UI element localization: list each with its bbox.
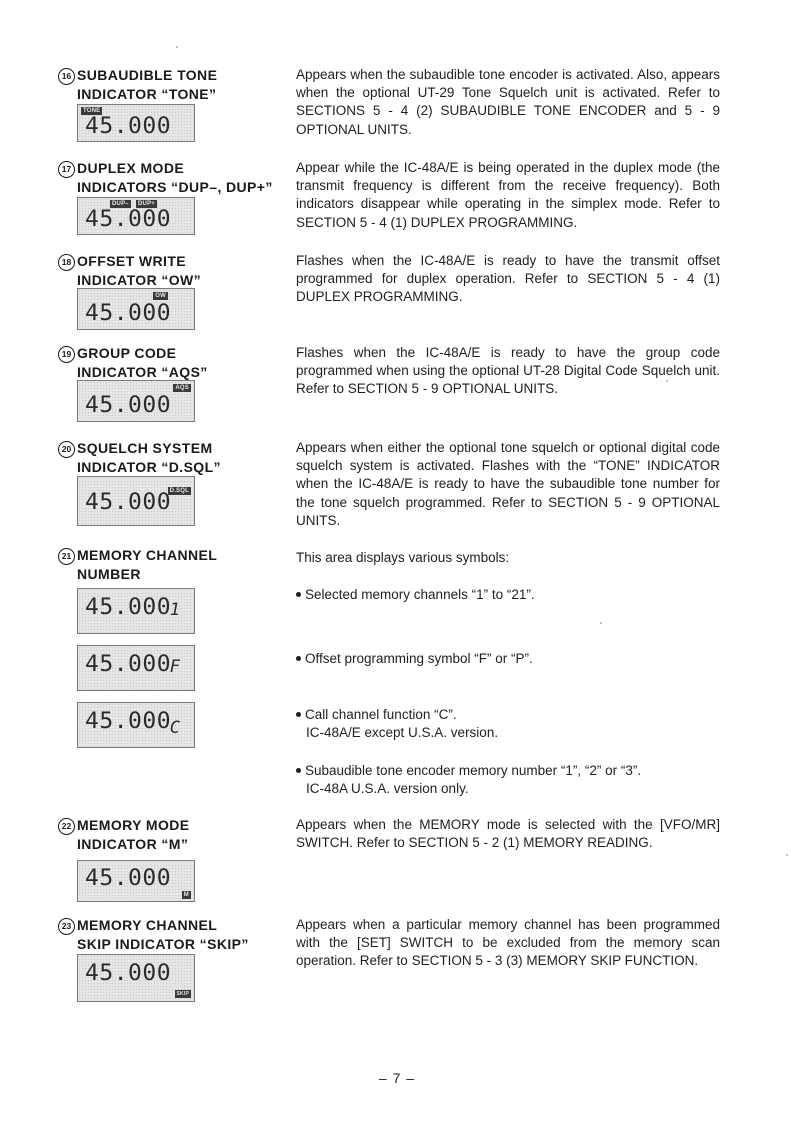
heading-squelch-system — [58, 439, 288, 477]
lcd-frequency: 45.000 — [85, 709, 172, 734]
dsql-indicator: D.SQL — [169, 488, 189, 494]
bullet-text: Offset programming symbol “F” or “P”. — [305, 651, 533, 666]
lcd-frequency: 45.000 — [85, 595, 172, 620]
heading-memory-channel-number — [58, 546, 288, 584]
aqs-indicator: AQS — [175, 385, 189, 391]
heading-line: SQUELCH SYSTEM — [77, 440, 213, 456]
bullet-icon — [296, 656, 301, 661]
item-number: 17 — [58, 161, 75, 178]
heading-line: MEMORY CHANNEL — [77, 547, 218, 563]
item-number: 19 — [58, 346, 75, 363]
description-memory-skip: Appears when a particular memory channel has been programmed with the [SET] SWITCH to be excluded from the memory scan operation. Refer to SECTION 5 - 3 (3) MEMORY SKIP FUNCTION. — [296, 917, 720, 969]
item-number: 23 — [58, 918, 75, 935]
bullet-subtext: IC-48A/E except U.S.A. version. — [306, 725, 499, 741]
heading-line: INDICATOR “D.SQL” — [77, 459, 221, 475]
heading-line: INDICATOR “TONE” — [77, 86, 217, 102]
description-duplex-mode: Appear while the IC-48A/E is being operated in the duplex mode (the transmit frequency is different from the receive frequency). Both indicators disappear while operating in the simplex mode. Refer to SECTION 5 - 4 (1) DUPLEX PROGRAMMING. — [296, 160, 720, 230]
memory-channel-intro: This area displays various symbols: — [296, 550, 510, 565]
bullet-call-channel — [296, 706, 720, 742]
bullet-tone-memory — [296, 762, 720, 798]
description-subaudible-tone: Appears when the subaudible tone encoder is activated. Also, appears when the optional UT-29 Tone Squelch unit is activated. Refer to SECTIONS 5 - 4 (2) SUBAUDIBLE TONE ENCODER and 5 - 9 OPTIONAL UNITS. — [296, 67, 720, 137]
description-group-code: Flashes when the IC-48A/E is ready to have the group code programmed when using the optional UT-28 Digital Code Squelch unit. Refer to SECTION 5 - 9 OPTIONAL UNITS. — [296, 345, 720, 397]
bullet-text: Subaudible tone encoder memory number “1”, “2” or “3”. — [305, 763, 642, 778]
lcd-frequency: 45.000 — [85, 393, 172, 418]
lcd-display-memory-mode — [77, 860, 195, 902]
heading-line: SKIP INDICATOR “SKIP” — [77, 936, 249, 952]
item-number: 20 — [58, 441, 75, 458]
lcd-display-duplex — [77, 197, 195, 235]
item-number: 16 — [58, 68, 75, 85]
item-number: 18 — [58, 254, 75, 271]
lcd-display-aqs — [77, 380, 195, 422]
lcd-frequency: 45.000 — [85, 301, 172, 326]
bullet-text: Call channel function “C”. — [305, 707, 457, 722]
heading-line: INDICATORS “DUP–, DUP+” — [77, 179, 273, 195]
heading-line: GROUP CODE — [77, 345, 177, 361]
heading-group-code — [58, 344, 288, 382]
bullet-icon — [296, 712, 301, 717]
channel-symbol: F — [169, 657, 180, 677]
lcd-frequency: 45.000 — [85, 114, 172, 139]
bullet-subtext: IC-48A U.S.A. version only. — [306, 781, 469, 797]
heading-memory-mode — [58, 816, 288, 854]
bullet-offset-symbol — [296, 650, 720, 668]
lcd-display-dsql — [77, 476, 195, 526]
item-number: 22 — [58, 818, 75, 835]
bullet-icon — [296, 768, 301, 773]
lcd-frequency: 45.000 — [85, 490, 172, 515]
scan-speck — [600, 622, 602, 624]
channel-symbol: C — [169, 718, 180, 738]
heading-line: INDICATOR “M” — [77, 836, 189, 852]
lcd-display-skip — [77, 954, 195, 1002]
lcd-display-offset — [77, 288, 195, 330]
dup-plus-indicator: DUP+ — [138, 201, 155, 207]
heading-offset-write — [58, 252, 288, 290]
description-squelch-system: Appears when either the optional tone squelch or optional digital code squelch system is activated. Flashes with the “TONE” INDICATOR when the IC-48A/E is ready to have the subaudible tone number for the tone squelch programmed. Refer to SECTION 5 - 9 OPTIONAL UNITS. — [296, 440, 720, 528]
description-offset-write: Flashes when the IC-48A/E is ready to have the transmit offset programmed for duplex operation. Refer to SECTION 5 - 4 (1) DUPLEX PROGRAMMING. — [296, 253, 720, 305]
heading-duplex-mode — [58, 159, 288, 197]
ow-indicator: OW — [155, 293, 166, 299]
lcd-frequency: 45.000 — [85, 961, 172, 986]
heading-line: INDICATOR “OW” — [77, 272, 202, 288]
lcd-display-tone — [77, 104, 195, 142]
lcd-frequency: 45.000 — [85, 207, 172, 232]
scan-speck — [786, 854, 788, 856]
lcd-display-channel-1 — [77, 588, 195, 634]
lcd-display-call-channel — [77, 702, 195, 748]
heading-line: DUPLEX MODE — [77, 160, 185, 176]
heading-line: MEMORY MODE — [77, 817, 190, 833]
bullet-icon — [296, 592, 301, 597]
lcd-frequency: 45.000 — [85, 652, 172, 677]
heading-line: MEMORY CHANNEL — [77, 917, 218, 933]
bullet-text: Selected memory channels “1” to “21”. — [305, 587, 535, 602]
heading-line: NUMBER — [77, 566, 141, 582]
heading-line: OFFSET WRITE — [77, 253, 187, 269]
scan-speck — [176, 46, 178, 48]
channel-symbol: 1 — [169, 600, 180, 620]
scan-speck — [666, 380, 668, 382]
lcd-frequency: 45.000 — [85, 866, 172, 891]
item-number: 21 — [58, 548, 75, 565]
dup-minus-indicator: DUP– — [112, 201, 129, 207]
description-memory-mode: Appears when the MEMORY mode is selected with the [VFO/MR] SWITCH. Refer to SECTION 5 - 2 (1) MEMORY READING. — [296, 817, 720, 851]
m-indicator: M — [183, 892, 189, 898]
bullet-memory-channels — [296, 586, 720, 604]
heading-line: INDICATOR “AQS” — [77, 364, 208, 380]
heading-line: SUBAUDIBLE TONE — [77, 67, 218, 83]
heading-subaudible-tone — [58, 66, 288, 104]
page-number: – 7 – — [378, 1070, 416, 1086]
tone-indicator: TONE — [83, 108, 101, 114]
heading-memory-skip — [58, 916, 288, 954]
skip-indicator: SKIP — [176, 991, 189, 997]
lcd-display-offset-symbol — [77, 645, 195, 691]
